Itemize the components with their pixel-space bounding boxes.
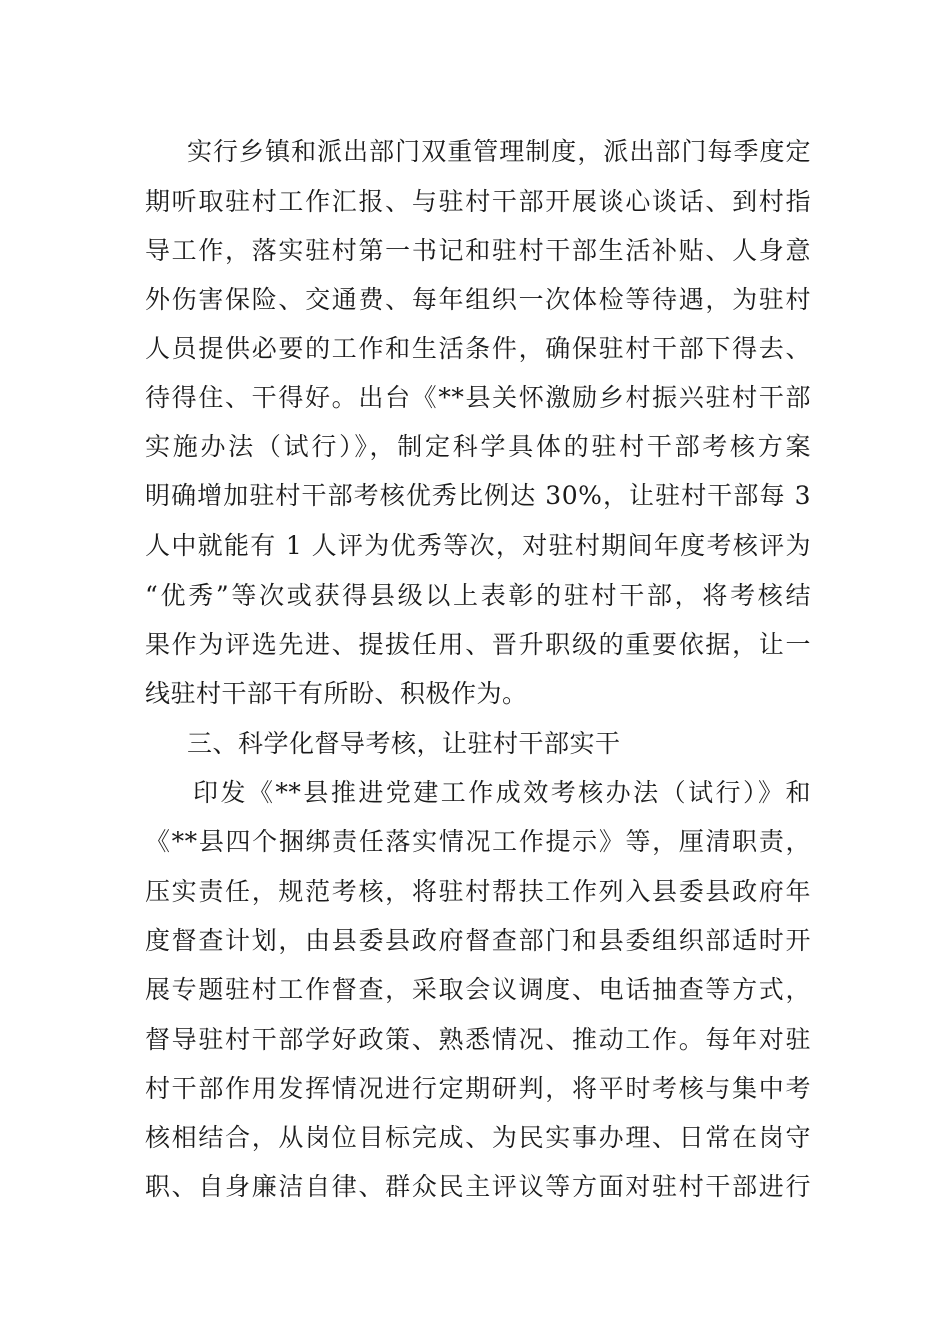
paragraph-2-line-7: 村干部作用发挥情况进行定期研判，将平时考核与集中考 [145,1074,811,1103]
paragraph-1-line-4: 外伤害保险、交通费、每年组织一次体检等待遇，为驻村 [145,285,811,314]
paragraph-1-line-12: 线驻村干部干有所盼、积极作为。 [145,679,528,708]
paragraph-1-line-3: 导工作，落实驻村第一书记和驻村干部生活补贴、人身意 [145,236,811,265]
paragraph-2-line-8: 核相结合，从岗位目标完成、为民实事办理、日常在岗守 [145,1123,811,1152]
paragraph-1-line-7: 实施办法（试行）》，制定科学具体的驻村干部考核方案 [145,432,811,461]
paragraph-1-line-6: 待得住、干得好。出台《**县关怀激励乡村振兴驻村干部 [145,383,811,412]
paragraph-2-line-2: 《**县四个捆绑责任落实情况工作提示》等，厘清职责， [145,827,811,856]
paragraph-1-line-10: “优秀”等次或获得县级以上表彰的驻村干部，将考核结 [145,581,811,610]
paragraph-2-line-9: 职、自身廉洁自律、群众民主评议等方面对驻村干部进行 [145,1172,811,1201]
paragraph-1-line-1: 实行乡镇和派出部门双重管理制度，派出部门每季度定 [187,137,811,166]
paragraph-2-line-3: 压实责任，规范考核，将驻村帮扶工作列入县委县政府年 [145,877,811,906]
section-heading: 三、科学化督导考核，让驻村干部实干 [187,729,621,758]
paragraph-1-line-8: 明确增加驻村干部考核优秀比例达 30%，让驻村干部每 3 [145,481,811,510]
paragraph-1-line-9: 人中就能有 1 人评为优秀等次，对驻村期间年度考核评为 [145,531,811,560]
paragraph-1-line-11: 果作为评选先进、提拔任用、晋升职级的重要依据，让一 [145,630,811,659]
paragraph-2-line-4: 度督查计划，由县委县政府督查部门和县委组织部适时开 [145,926,811,955]
paragraph-1-line-2: 期听取驻村工作汇报、与驻村干部开展谈心谈话、到村指 [145,187,811,216]
paragraph-1-line-5: 人员提供必要的工作和生活条件，确保驻村干部下得去、 [145,334,811,363]
paragraph-2-line-5: 展专题驻村工作督查，采取会议调度、电话抽查等方式， [145,975,811,1004]
paragraph-2-line-6: 督导驻村干部学好政策、熟悉情况、推动工作。每年对驻 [145,1025,811,1054]
paragraph-2-line-1: 印发《**县推进党建工作成效考核办法（试行）》和 [193,778,811,807]
